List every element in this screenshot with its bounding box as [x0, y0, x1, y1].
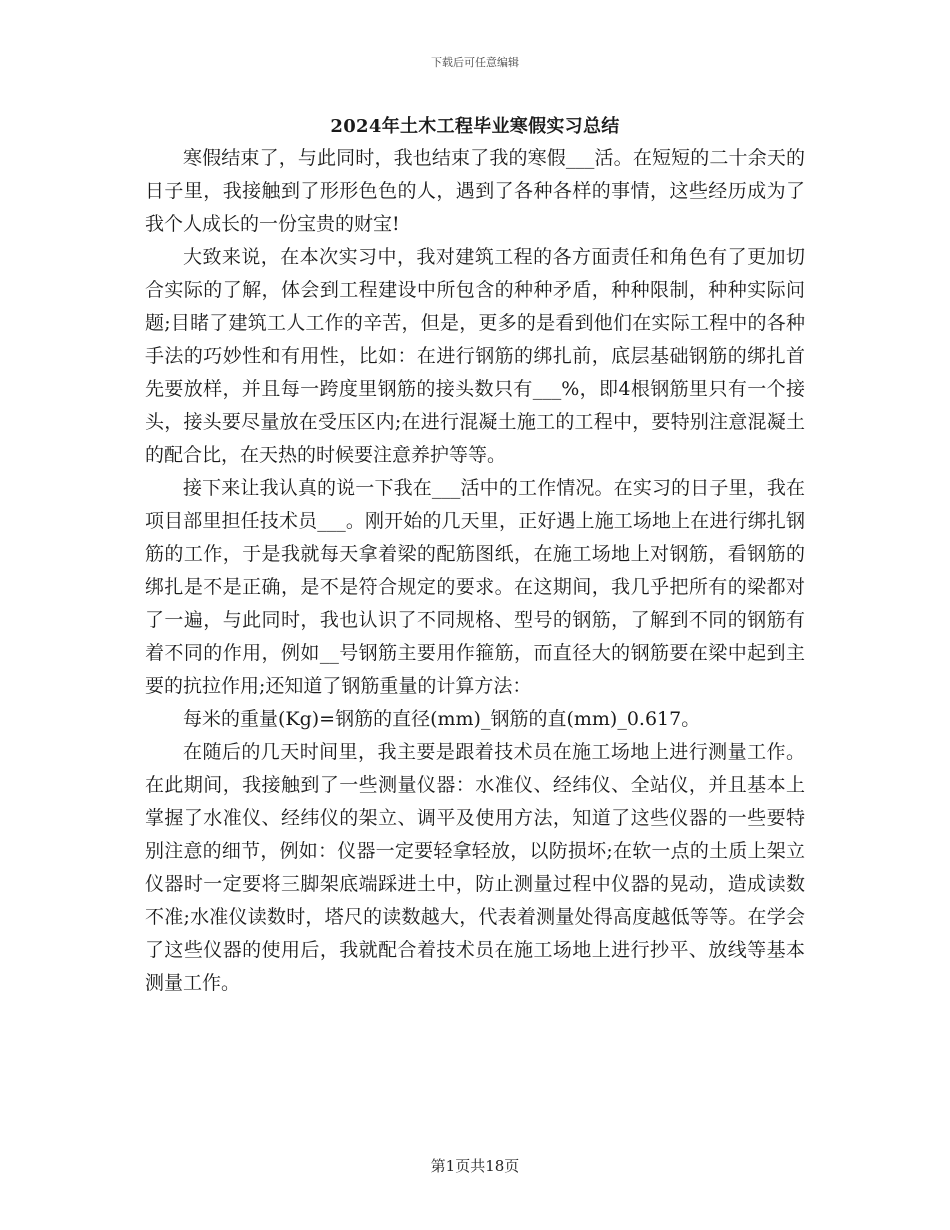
paragraph: 接下来让我认真的说一下我在___活中的工作情况。在实习的日子里，我在项目部里担任技术员___。刚开始的几天里，正好遇上施工场地上在进行绑扎钢筋的工作，于是我就每天拿着梁的配筋图纸，在施工场地上对钢筋，看钢筋的绑扎是不是正确，是不是符合规定的要求。在这期间，我几乎把所有的梁都对了一遍，与此同时，我也认识了不同规格、型号的钢筋，了解到不同的钢筋有着不同的作用，例如__号钢筋主要用作箍筋，而直径大的钢筋要在梁中起到主要的抗拉作用;还知道了钢筋重量的计算方法： — [145, 477, 805, 697]
document-body — [145, 142, 805, 1000]
page-number-footer: 第1页共18页 — [430, 1157, 520, 1175]
paragraph: 大致来说，在本次实习中，我对建筑工程的各方面责任和角色有了更加切合实际的了解，体会到工程建设中所包含的种种矛盾，种种限制，种种实际问题;目睹了建筑工人工作的辛苦，但是，更多的是看到他们在实际工程中的各种手法的巧妙性和有用性，比如：在进行钢筋的绑扎前，底层基础钢筋的绑扎首先要放样，并且每一跨度里钢筋的接头数只有___%，即4根钢筋里只有一个接头，接头要尽量放在受压区内;在进行混凝土施工的工程中，要特别注意混凝土的配合比，在天热的时候要注意养护等等。 — [145, 246, 805, 466]
header-note: 下载后可任意编辑 — [431, 56, 519, 69]
document-title: 2024年土木工程毕业寒假实习总结 — [330, 116, 620, 137]
paragraph: 在随后的几天时间里，我主要是跟着技术员在施工场地上进行测量工作。在此期间，我接触到了一些测量仪器：水准仪、经纬仪、全站仪，并且基本上掌握了水准仪、经纬仪的架立、调平及使用方法，知道了这些仪器的一些要特别注意的细节，例如：仪器一定要轻拿轻放，以防损坏;在软一点的土质上架立仪器时一定要将三脚架底端踩进土中，防止测量过程中仪器的晃动，造成读数不准;水准仪读数时，塔尺的读数越大，代表着测量处得高度越低等等。在学会了这些仪器的使用后，我就配合着技术员在施工场地上进行抄平、放线等基本测量工作。 — [145, 741, 805, 994]
paragraph: 寒假结束了，与此同时，我也结束了我的寒假___活。在短短的二十余天的日子里，我接触到了形形色色的人，遇到了各种各样的事情，这些经历成为了我个人成长的一份宝贵的财宝! — [145, 147, 805, 235]
formula-paragraph: 每米的重量(Kg)=钢筋的直径(mm)_钢筋的直(mm)_0.617。 — [183, 708, 701, 730]
